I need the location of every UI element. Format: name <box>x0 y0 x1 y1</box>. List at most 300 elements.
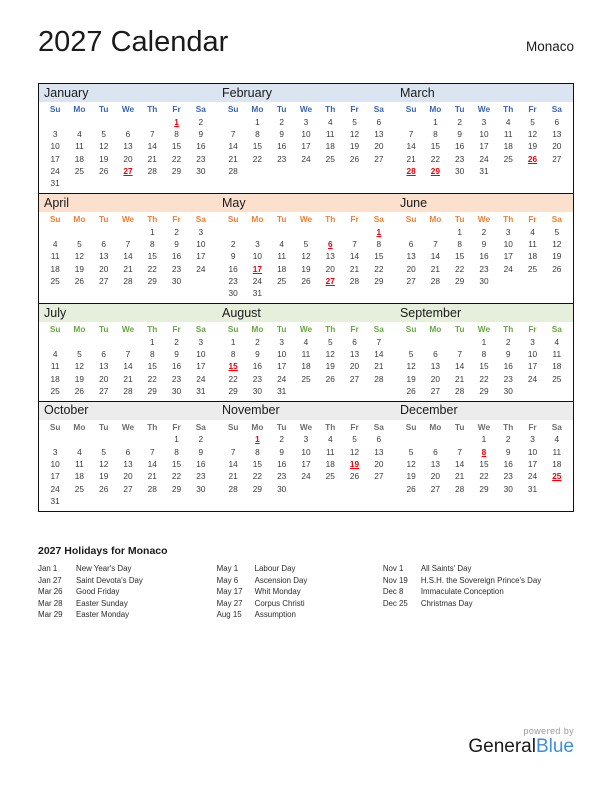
date-cell[interactable]: 28 <box>147 165 157 176</box>
date-cell[interactable]: 3 <box>303 434 309 445</box>
date-cell[interactable]: 12 <box>349 129 360 140</box>
date-cell[interactable]: 11 <box>528 239 537 250</box>
date-cell[interactable]: 18 <box>50 263 60 274</box>
date-cell[interactable]: 3 <box>530 434 535 445</box>
date-cell[interactable]: 7 <box>376 336 382 347</box>
date-cell[interactable]: 22 <box>147 373 157 384</box>
date-cell[interactable]: 6 <box>101 349 107 360</box>
date-cell[interactable]: 14 <box>123 251 133 262</box>
date-cell[interactable]: 16 <box>503 361 513 372</box>
date-cell[interactable]: 21 <box>123 373 133 384</box>
date-cell[interactable]: 17 <box>527 361 538 372</box>
date-cell[interactable]: 25 <box>301 373 311 384</box>
date-cell[interactable]: 10 <box>50 459 60 470</box>
holiday-date-cell[interactable]: 29 <box>430 165 440 176</box>
holiday-date-cell[interactable]: 19 <box>349 459 360 470</box>
date-cell[interactable]: 10 <box>527 446 538 457</box>
date-cell[interactable]: 2 <box>255 336 260 347</box>
date-cell[interactable]: 6 <box>376 116 382 127</box>
date-cell[interactable]: 20 <box>123 471 133 482</box>
date-cell[interactable]: 25 <box>527 263 538 274</box>
date-cell[interactable]: 26 <box>406 483 416 494</box>
date-cell[interactable]: 31 <box>252 288 263 299</box>
date-cell[interactable]: 7 <box>125 349 131 360</box>
date-cell[interactable]: 27 <box>430 385 440 396</box>
date-cell[interactable]: 18 <box>325 459 335 470</box>
date-cell[interactable]: 31 <box>277 385 287 396</box>
date-cell[interactable]: 20 <box>325 263 335 274</box>
date-cell[interactable]: 18 <box>503 141 513 152</box>
date-cell[interactable]: 25 <box>277 275 287 286</box>
date-cell[interactable]: 21 <box>147 471 157 482</box>
date-cell[interactable]: 16 <box>277 459 287 470</box>
date-cell[interactable]: 7 <box>149 446 155 457</box>
date-cell[interactable]: 16 <box>503 459 513 470</box>
date-cell[interactable]: 15 <box>479 459 489 470</box>
holiday-date-cell[interactable]: 1 <box>174 116 179 127</box>
date-cell[interactable]: 1 <box>457 226 462 237</box>
date-cell[interactable]: 11 <box>277 251 286 262</box>
date-cell[interactable]: 21 <box>455 373 465 384</box>
date-cell[interactable]: 29 <box>374 275 384 286</box>
date-cell[interactable]: 20 <box>99 263 109 274</box>
date-cell[interactable]: 29 <box>147 385 157 396</box>
date-cell[interactable]: 11 <box>75 141 84 152</box>
date-cell[interactable]: 13 <box>99 251 109 262</box>
date-cell[interactable]: 23 <box>503 471 513 482</box>
date-cell[interactable]: 12 <box>99 141 109 152</box>
date-cell[interactable]: 5 <box>408 349 414 360</box>
holiday-date-cell[interactable]: 25 <box>552 471 562 482</box>
date-cell[interactable]: 6 <box>554 116 560 127</box>
date-cell[interactable]: 7 <box>125 239 131 250</box>
date-cell[interactable]: 26 <box>349 471 360 482</box>
date-cell[interactable]: 16 <box>171 251 182 262</box>
date-cell[interactable]: 12 <box>552 239 562 250</box>
date-cell[interactable]: 18 <box>552 459 562 470</box>
date-cell[interactable]: 11 <box>552 349 562 360</box>
date-cell[interactable]: 27 <box>374 153 384 164</box>
date-cell[interactable]: 21 <box>406 153 416 164</box>
date-cell[interactable]: 26 <box>74 275 85 286</box>
date-cell[interactable]: 28 <box>123 385 133 396</box>
date-cell[interactable]: 2 <box>505 434 511 445</box>
date-cell[interactable]: 12 <box>99 459 109 470</box>
date-cell[interactable]: 15 <box>374 251 384 262</box>
date-cell[interactable]: 15 <box>455 251 465 262</box>
date-cell[interactable]: 17 <box>301 459 311 470</box>
date-cell[interactable]: 28 <box>147 483 157 494</box>
date-cell[interactable]: 13 <box>430 459 440 470</box>
date-cell[interactable]: 30 <box>479 275 489 286</box>
date-cell[interactable]: 27 <box>406 275 416 286</box>
date-cell[interactable]: 5 <box>327 336 333 347</box>
date-cell[interactable]: 7 <box>149 129 155 140</box>
date-cell[interactable]: 4 <box>327 116 333 127</box>
date-cell[interactable]: 24 <box>527 373 538 384</box>
date-cell[interactable]: 24 <box>301 471 311 482</box>
date-cell[interactable]: 9 <box>198 446 204 457</box>
date-cell[interactable]: 14 <box>123 361 133 372</box>
date-cell[interactable]: 6 <box>433 446 438 457</box>
date-cell[interactable]: 6 <box>125 129 131 140</box>
date-cell[interactable]: 30 <box>455 165 465 176</box>
date-cell[interactable]: 2 <box>174 336 179 347</box>
date-cell[interactable]: 20 <box>349 361 360 372</box>
date-cell[interactable]: 19 <box>349 141 360 152</box>
date-cell[interactable]: 18 <box>277 263 287 274</box>
date-cell[interactable]: 7 <box>457 446 462 457</box>
date-cell[interactable]: 23 <box>479 263 489 274</box>
date-cell[interactable]: 23 <box>277 153 287 164</box>
date-cell[interactable]: 4 <box>530 226 535 237</box>
date-cell[interactable]: 19 <box>74 373 85 384</box>
date-cell[interactable]: 8 <box>457 239 462 250</box>
date-cell[interactable]: 14 <box>374 349 384 360</box>
date-cell[interactable]: 17 <box>277 361 287 372</box>
date-cell[interactable]: 2 <box>457 116 462 127</box>
holiday-date-cell[interactable]: 15 <box>228 361 238 372</box>
date-cell[interactable]: 16 <box>196 459 206 470</box>
date-cell[interactable]: 23 <box>171 263 182 274</box>
date-cell[interactable]: 18 <box>50 373 60 384</box>
date-cell[interactable]: 5 <box>101 129 107 140</box>
date-cell[interactable]: 14 <box>455 459 465 470</box>
date-cell[interactable]: 11 <box>325 129 335 140</box>
date-cell[interactable]: 12 <box>74 251 85 262</box>
date-cell[interactable]: 10 <box>479 129 489 140</box>
date-cell[interactable]: 28 <box>374 373 384 384</box>
date-cell[interactable]: 10 <box>50 141 60 152</box>
date-cell[interactable]: 3 <box>505 226 511 237</box>
date-cell[interactable]: 20 <box>374 141 384 152</box>
date-cell[interactable]: 4 <box>505 116 511 127</box>
date-cell[interactable]: 31 <box>479 165 489 176</box>
date-cell[interactable]: 31 <box>50 495 60 506</box>
date-cell[interactable]: 27 <box>123 483 133 494</box>
date-cell[interactable]: 14 <box>228 141 238 152</box>
date-cell[interactable]: 4 <box>52 349 58 360</box>
date-cell[interactable]: 11 <box>50 361 60 372</box>
date-cell[interactable]: 29 <box>479 483 489 494</box>
date-cell[interactable]: 1 <box>149 336 155 347</box>
date-cell[interactable]: 9 <box>505 349 511 360</box>
date-cell[interactable]: 23 <box>277 471 287 482</box>
date-cell[interactable]: 13 <box>430 361 440 372</box>
date-cell[interactable]: 26 <box>325 373 335 384</box>
date-cell[interactable]: 13 <box>123 459 133 470</box>
date-cell[interactable]: 16 <box>171 361 182 372</box>
date-cell[interactable]: 4 <box>554 434 560 445</box>
date-cell[interactable]: 22 <box>228 373 238 384</box>
date-cell[interactable]: 27 <box>99 275 109 286</box>
date-cell[interactable]: 17 <box>527 459 538 470</box>
date-cell[interactable]: 29 <box>228 385 238 396</box>
date-cell[interactable]: 23 <box>455 153 465 164</box>
date-cell[interactable]: 1 <box>255 116 260 127</box>
date-cell[interactable]: 6 <box>101 239 107 250</box>
date-cell[interactable]: 10 <box>301 129 311 140</box>
date-cell[interactable]: 5 <box>77 239 82 250</box>
date-cell[interactable]: 24 <box>196 373 206 384</box>
holiday-date-cell[interactable]: 28 <box>406 165 416 176</box>
date-cell[interactable]: 18 <box>552 361 562 372</box>
date-cell[interactable]: 17 <box>503 251 513 262</box>
date-cell[interactable]: 16 <box>252 361 263 372</box>
date-cell[interactable]: 16 <box>455 141 465 152</box>
date-cell[interactable]: 20 <box>99 373 109 384</box>
holiday-date-cell[interactable]: 6 <box>327 239 333 250</box>
date-cell[interactable]: 16 <box>479 251 489 262</box>
holiday-date-cell[interactable]: 1 <box>376 226 382 237</box>
date-cell[interactable]: 12 <box>325 349 335 360</box>
date-cell[interactable]: 22 <box>147 263 157 274</box>
date-cell[interactable]: 10 <box>277 349 287 360</box>
date-cell[interactable]: 17 <box>479 141 489 152</box>
date-cell[interactable]: 14 <box>455 361 465 372</box>
date-cell[interactable]: 14 <box>228 459 238 470</box>
date-cell[interactable]: 30 <box>503 483 513 494</box>
date-cell[interactable]: 13 <box>99 361 109 372</box>
date-cell[interactable]: 28 <box>349 275 360 286</box>
holiday-date-cell[interactable]: 17 <box>252 263 263 274</box>
date-cell[interactable]: 3 <box>52 446 58 457</box>
date-cell[interactable]: 10 <box>252 251 263 262</box>
date-cell[interactable]: 17 <box>196 361 206 372</box>
date-cell[interactable]: 25 <box>50 275 60 286</box>
date-cell[interactable]: 22 <box>479 373 489 384</box>
date-cell[interactable]: 8 <box>376 239 382 250</box>
date-cell[interactable]: 24 <box>479 153 489 164</box>
date-cell[interactable]: 16 <box>277 141 287 152</box>
date-cell[interactable]: 25 <box>552 373 562 384</box>
date-cell[interactable]: 17 <box>301 141 311 152</box>
date-cell[interactable]: 31 <box>527 483 538 494</box>
date-cell[interactable]: 8 <box>433 129 438 140</box>
date-cell[interactable]: 30 <box>252 385 263 396</box>
date-cell[interactable]: 25 <box>74 165 85 176</box>
date-cell[interactable]: 25 <box>325 153 335 164</box>
date-cell[interactable]: 22 <box>252 471 263 482</box>
date-cell[interactable]: 14 <box>430 251 440 262</box>
date-cell[interactable]: 3 <box>52 129 58 140</box>
date-cell[interactable]: 26 <box>349 153 360 164</box>
date-cell[interactable]: 7 <box>408 129 414 140</box>
date-cell[interactable]: 25 <box>50 385 60 396</box>
date-cell[interactable]: 6 <box>125 446 131 457</box>
date-cell[interactable]: 12 <box>406 459 416 470</box>
date-cell[interactable]: 9 <box>481 239 487 250</box>
date-cell[interactable]: 23 <box>171 373 182 384</box>
date-cell[interactable]: 9 <box>457 129 462 140</box>
holiday-date-cell[interactable]: 8 <box>481 446 487 457</box>
date-cell[interactable]: 2 <box>505 336 511 347</box>
date-cell[interactable]: 2 <box>198 116 204 127</box>
date-cell[interactable]: 1 <box>174 434 179 445</box>
date-cell[interactable]: 28 <box>228 483 238 494</box>
date-cell[interactable]: 18 <box>74 153 85 164</box>
date-cell[interactable]: 22 <box>455 263 465 274</box>
date-cell[interactable]: 15 <box>147 251 157 262</box>
date-cell[interactable]: 26 <box>406 385 416 396</box>
date-cell[interactable]: 26 <box>74 385 85 396</box>
date-cell[interactable]: 3 <box>279 336 284 347</box>
date-cell[interactable]: 9 <box>279 446 284 457</box>
date-cell[interactable]: 2 <box>230 239 236 250</box>
date-cell[interactable]: 6 <box>433 349 438 360</box>
date-cell[interactable]: 30 <box>171 385 182 396</box>
date-cell[interactable]: 5 <box>77 349 82 360</box>
date-cell[interactable]: 10 <box>196 239 206 250</box>
date-cell[interactable]: 4 <box>554 336 560 347</box>
date-cell[interactable]: 31 <box>50 178 60 189</box>
date-cell[interactable]: 15 <box>171 141 182 152</box>
date-cell[interactable]: 19 <box>99 153 109 164</box>
date-cell[interactable]: 6 <box>352 336 357 347</box>
date-cell[interactable]: 29 <box>252 483 263 494</box>
date-cell[interactable]: 6 <box>376 434 382 445</box>
date-cell[interactable]: 30 <box>196 483 206 494</box>
date-cell[interactable]: 15 <box>171 459 182 470</box>
date-cell[interactable]: 20 <box>430 373 440 384</box>
date-cell[interactable]: 27 <box>99 385 109 396</box>
date-cell[interactable]: 17 <box>50 471 60 482</box>
date-cell[interactable]: 21 <box>228 153 238 164</box>
date-cell[interactable]: 21 <box>374 361 384 372</box>
date-cell[interactable]: 19 <box>406 373 416 384</box>
date-cell[interactable]: 21 <box>123 263 133 274</box>
date-cell[interactable]: 20 <box>552 141 562 152</box>
date-cell[interactable]: 24 <box>50 165 60 176</box>
date-cell[interactable]: 29 <box>479 385 489 396</box>
date-cell[interactable]: 18 <box>527 251 538 262</box>
date-cell[interactable]: 21 <box>430 263 440 274</box>
date-cell[interactable]: 13 <box>552 129 562 140</box>
date-cell[interactable]: 3 <box>303 116 309 127</box>
date-cell[interactable]: 30 <box>228 288 238 299</box>
date-cell[interactable]: 7 <box>230 446 236 457</box>
date-cell[interactable]: 15 <box>479 361 489 372</box>
date-cell[interactable]: 11 <box>301 349 311 360</box>
date-cell[interactable]: 3 <box>481 116 487 127</box>
date-cell[interactable]: 11 <box>552 446 562 457</box>
date-cell[interactable]: 13 <box>374 129 384 140</box>
date-cell[interactable]: 2 <box>481 226 487 237</box>
date-cell[interactable]: 19 <box>74 263 85 274</box>
date-cell[interactable]: 12 <box>74 361 85 372</box>
date-cell[interactable]: 3 <box>255 239 260 250</box>
date-cell[interactable]: 17 <box>196 251 206 262</box>
date-cell[interactable]: 2 <box>198 434 204 445</box>
date-cell[interactable]: 18 <box>301 361 311 372</box>
date-cell[interactable]: 20 <box>430 471 440 482</box>
date-cell[interactable]: 15 <box>252 141 263 152</box>
date-cell[interactable]: 19 <box>301 263 311 274</box>
date-cell[interactable]: 24 <box>503 263 513 274</box>
date-cell[interactable]: 23 <box>228 275 238 286</box>
date-cell[interactable]: 2 <box>174 226 179 237</box>
date-cell[interactable]: 19 <box>99 471 109 482</box>
date-cell[interactable]: 22 <box>171 153 182 164</box>
holiday-date-cell[interactable]: 1 <box>255 434 260 445</box>
date-cell[interactable]: 24 <box>196 263 206 274</box>
date-cell[interactable]: 13 <box>325 251 335 262</box>
date-cell[interactable]: 28 <box>455 483 465 494</box>
date-cell[interactable]: 3 <box>198 226 204 237</box>
date-cell[interactable]: 5 <box>352 434 357 445</box>
date-cell[interactable]: 24 <box>252 275 263 286</box>
date-cell[interactable]: 9 <box>174 239 179 250</box>
date-cell[interactable]: 3 <box>198 336 204 347</box>
date-cell[interactable]: 9 <box>279 129 284 140</box>
date-cell[interactable]: 9 <box>505 446 511 457</box>
date-cell[interactable]: 7 <box>433 239 438 250</box>
date-cell[interactable]: 23 <box>196 153 206 164</box>
date-cell[interactable]: 17 <box>50 153 60 164</box>
date-cell[interactable]: 27 <box>430 483 440 494</box>
date-cell[interactable]: 26 <box>99 483 109 494</box>
holiday-date-cell[interactable]: 26 <box>527 153 538 164</box>
date-cell[interactable]: 4 <box>327 434 333 445</box>
date-cell[interactable]: 14 <box>349 251 360 262</box>
date-cell[interactable]: 25 <box>503 153 513 164</box>
date-cell[interactable]: 24 <box>50 483 60 494</box>
date-cell[interactable]: 19 <box>325 361 335 372</box>
date-cell[interactable]: 24 <box>527 471 538 482</box>
date-cell[interactable]: 21 <box>349 263 360 274</box>
date-cell[interactable]: 7 <box>352 239 357 250</box>
date-cell[interactable]: 26 <box>552 263 562 274</box>
date-cell[interactable]: 4 <box>77 129 82 140</box>
date-cell[interactable]: 22 <box>171 471 182 482</box>
date-cell[interactable]: 13 <box>374 446 384 457</box>
date-cell[interactable]: 20 <box>374 459 384 470</box>
holiday-date-cell[interactable]: 27 <box>325 275 335 286</box>
date-cell[interactable]: 16 <box>196 141 206 152</box>
date-cell[interactable]: 18 <box>74 471 85 482</box>
date-cell[interactable]: 27 <box>552 153 562 164</box>
date-cell[interactable]: 18 <box>325 141 335 152</box>
date-cell[interactable]: 7 <box>457 349 462 360</box>
date-cell[interactable]: 7 <box>230 129 236 140</box>
date-cell[interactable]: 29 <box>171 165 182 176</box>
date-cell[interactable]: 11 <box>325 446 335 457</box>
date-cell[interactable]: 30 <box>196 165 206 176</box>
date-cell[interactable]: 23 <box>252 373 263 384</box>
date-cell[interactable]: 28 <box>123 275 133 286</box>
date-cell[interactable]: 5 <box>408 446 414 457</box>
date-cell[interactable]: 13 <box>123 141 133 152</box>
date-cell[interactable]: 1 <box>481 434 487 445</box>
date-cell[interactable]: 28 <box>228 165 238 176</box>
date-cell[interactable]: 15 <box>430 141 440 152</box>
date-cell[interactable]: 29 <box>171 483 182 494</box>
date-cell[interactable]: 23 <box>503 373 513 384</box>
date-cell[interactable]: 9 <box>230 251 236 262</box>
date-cell[interactable]: 11 <box>50 251 60 262</box>
date-cell[interactable]: 13 <box>349 349 360 360</box>
date-cell[interactable]: 19 <box>406 471 416 482</box>
date-cell[interactable]: 25 <box>325 471 335 482</box>
date-cell[interactable]: 12 <box>349 446 360 457</box>
date-cell[interactable]: 23 <box>196 471 206 482</box>
date-cell[interactable]: 8 <box>174 129 179 140</box>
date-cell[interactable]: 1 <box>481 336 487 347</box>
date-cell[interactable]: 31 <box>196 385 206 396</box>
date-cell[interactable]: 27 <box>374 471 384 482</box>
date-cell[interactable]: 20 <box>123 153 133 164</box>
date-cell[interactable]: 30 <box>171 275 182 286</box>
